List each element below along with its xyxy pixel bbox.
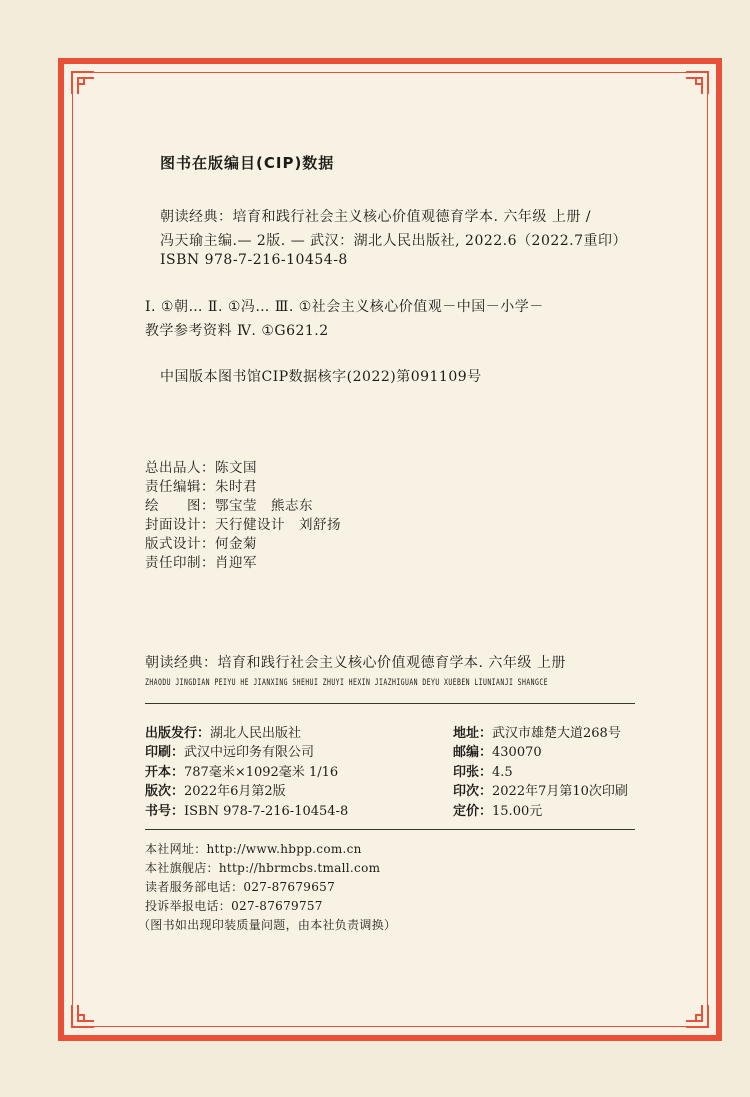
store-link[interactable]: http://hbrmcbs.tmall.com: [218, 861, 381, 875]
pub-printing: 印次：2022年7月第10次印刷: [453, 784, 628, 799]
credit-item: 责任编辑：朱时君: [145, 479, 257, 495]
credit-item: 责任印制：肖迎军: [145, 555, 257, 571]
book-title-pinyin: ZHAODU JINGDIAN PEIYU HE JIANXING SHEHUI ZHUYI HEXIN JIAZHIGUAN DEYU XUEBEN LIUNIANJI SHANGCE: [145, 678, 548, 688]
pub-format: 开本：787毫米×1092毫米 1/16: [145, 765, 339, 780]
contact-item: 投诉举报电话：027-87679757: [145, 899, 323, 913]
corner-ornament-bottom-right: [684, 1003, 710, 1029]
divider: [145, 703, 635, 704]
contact-item: 本社旗舰店：http://hbrmcbs.tmall.com: [145, 861, 381, 875]
pub-edition: 版次：2022年6月第2版: [145, 784, 286, 799]
credit-item: 版式设计：何金菊: [145, 536, 257, 552]
pub-printer: 印刷：武汉中远印务有限公司: [145, 745, 315, 760]
contact-item: 读者服务部电话：027-87679657: [145, 880, 336, 894]
book-title-cn: 朝读经典：培育和践行社会主义核心价值观德育学本. 六年级 上册: [145, 655, 566, 671]
pub-postcode: 邮编：430070: [453, 745, 542, 760]
corner-ornament-bottom-left: [70, 1003, 96, 1029]
cip-classification-1: Ⅰ. ①朝… Ⅱ. ①冯… Ⅲ. ①社会主义核心价值观－中国－小学－: [145, 299, 544, 315]
pub-address: 地址：武汉市雄楚大道268号: [453, 726, 621, 741]
quality-notice: （图书如出现印装质量问题，由本社负责调换）: [138, 918, 397, 932]
corner-ornament-top-right: [684, 70, 710, 96]
cip-classification-2: 教学参考资料 Ⅳ. ①G621.2: [145, 323, 329, 339]
website-link[interactable]: http://www.hbpp.com.cn: [206, 842, 362, 856]
cip-line-2: 冯天瑜主编.— 2版. — 武汉：湖北人民出版社, 2022.6（2022.7重印）: [160, 233, 628, 249]
cip-number: 中国版本图书馆CIP数据核字(2022)第091109号: [160, 369, 482, 385]
credit-item: 总出品人：陈文国: [145, 460, 257, 476]
pub-publisher: 出版发行：湖北人民出版社: [145, 726, 302, 741]
cip-isbn: ISBN 978-7-216-10454-8: [160, 252, 348, 268]
cip-line-1: 朝读经典：培育和践行社会主义核心价值观德育学本. 六年级 上册 /: [160, 209, 592, 225]
pub-price: 定价：15.00元: [453, 804, 543, 819]
cip-title: 图书在版编目(CIP)数据: [160, 154, 335, 172]
corner-ornament-top-left: [70, 70, 96, 96]
pub-isbn: 书号：ISBN 978-7-216-10454-8: [145, 804, 349, 819]
pub-sheets: 印张：4.5: [453, 765, 513, 780]
contact-item: 本社网址：http://www.hbpp.com.cn: [145, 842, 362, 856]
divider: [145, 829, 635, 830]
credit-item: 绘 图：鄂宝莹 熊志东: [145, 498, 313, 514]
credit-item: 封面设计：天行健设计 刘舒扬: [145, 517, 341, 533]
